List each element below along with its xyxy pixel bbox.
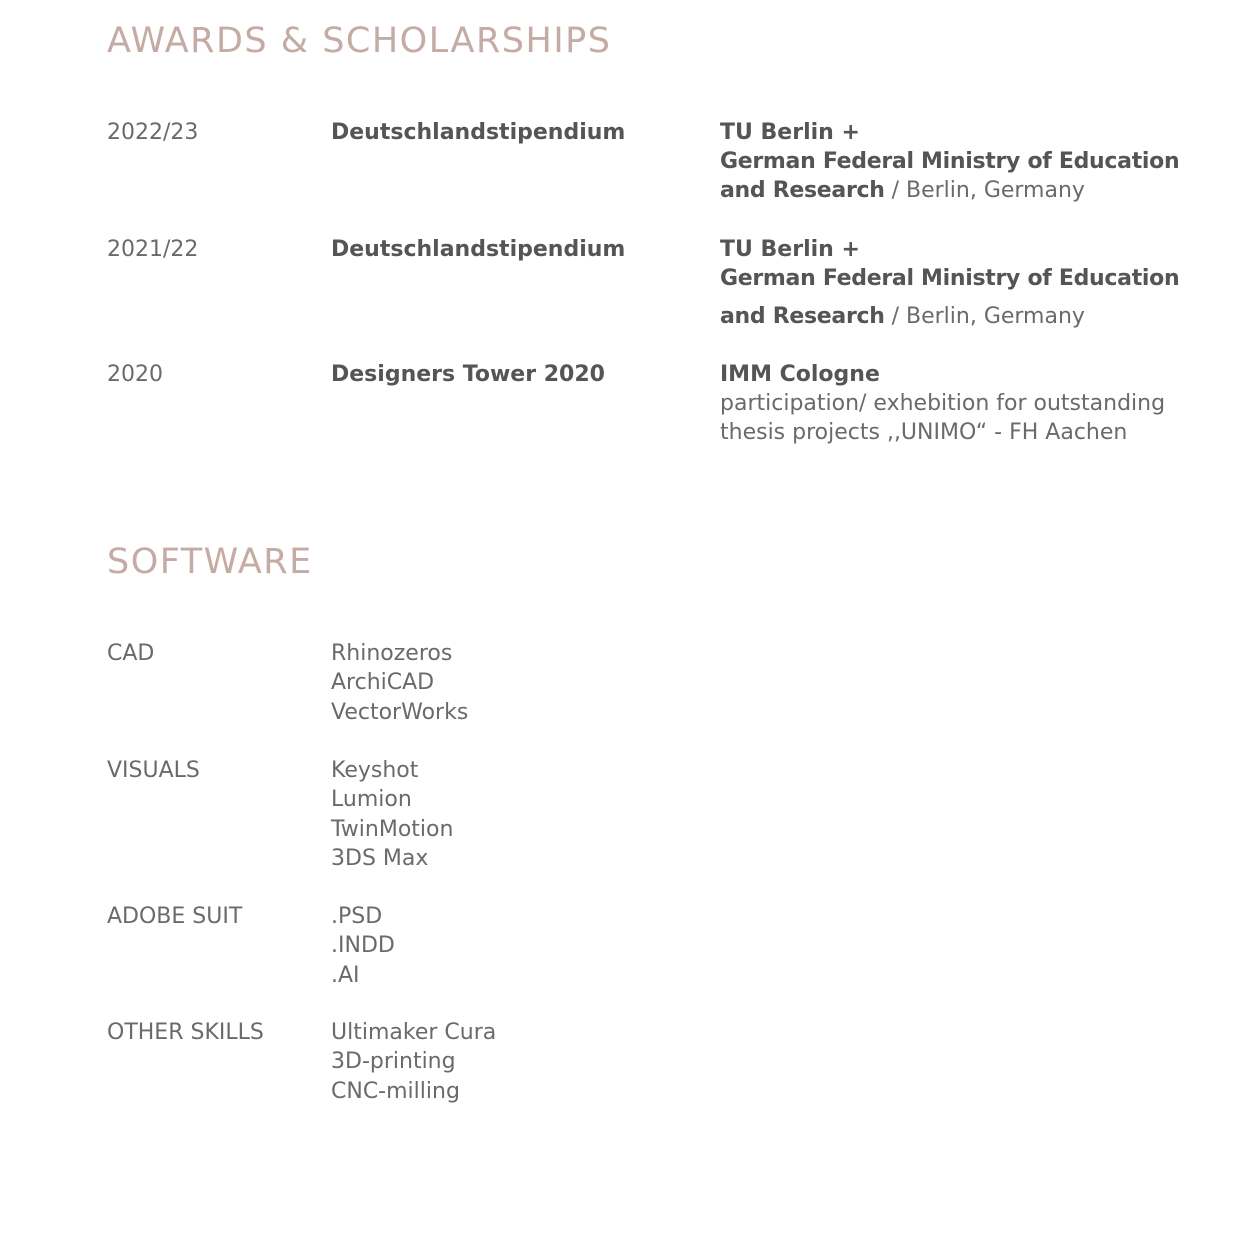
award-org-line: TU Berlin +: [720, 120, 860, 145]
software-category: CAD: [107, 641, 155, 666]
award-title: Deutschlandstipendium: [331, 237, 626, 262]
software-item: .PSD: [331, 904, 383, 929]
award-org-line: [720, 176, 1190, 205]
award-org-line: German Federal Ministry of Education: [720, 266, 1180, 291]
software-item: Rhinozeros: [331, 641, 453, 666]
software-item: 3DS Max: [331, 845, 429, 871]
award-org-line: TU Berlin +: [720, 237, 860, 262]
award-org-location: / Berlin, Germany: [884, 178, 1085, 203]
award-year: 2021/22: [107, 237, 199, 262]
software-item: .INDD: [331, 933, 395, 959]
software-category: VISUALS: [107, 758, 200, 783]
software-list: [331, 756, 453, 873]
award-title: Designers Tower 2020: [331, 362, 605, 387]
award-organization: [720, 235, 1190, 331]
award-org-line: IMM Cologne: [720, 362, 880, 387]
software-item: Keyshot: [331, 758, 419, 783]
award-org-bold: and Research: [720, 178, 885, 203]
software-item: VectorWorks: [331, 699, 469, 725]
software-item: ArchiCAD: [331, 670, 435, 696]
software-category: ADOBE SUIT: [107, 904, 243, 929]
software-list: [331, 1018, 496, 1106]
software-item: TwinMotion: [331, 816, 454, 842]
award-year: 2022/23: [107, 120, 199, 145]
software-item: .AI: [331, 962, 360, 988]
software-list: [331, 902, 395, 990]
award-org-line: participation/ exhebition for outstanding: [720, 391, 1166, 416]
award-org-bold: and Research: [720, 304, 885, 329]
award-organization: [720, 118, 1190, 205]
software-item: CNC-milling: [331, 1078, 460, 1104]
award-org-line: German Federal Ministry of Education: [720, 149, 1180, 174]
award-org-location: / Berlin, Germany: [884, 304, 1085, 329]
award-organization: [720, 360, 1190, 447]
software-item: Lumion: [331, 787, 412, 813]
software-heading: SOFTWARE: [107, 542, 313, 582]
software-list: [331, 639, 468, 727]
award-title: Deutschlandstipendium: [331, 120, 626, 145]
awards-heading: AWARDS & SCHOLARSHIPS: [107, 21, 612, 61]
software-category: OTHER SKILLS: [107, 1020, 264, 1045]
award-year: 2020: [107, 362, 163, 387]
award-org-line: [720, 302, 1190, 331]
award-org-line: thesis projects ,,UNIMO“ - FH Aachen: [720, 420, 1128, 445]
software-item: Ultimaker Cura: [331, 1020, 497, 1045]
software-item: 3D-printing: [331, 1049, 456, 1075]
